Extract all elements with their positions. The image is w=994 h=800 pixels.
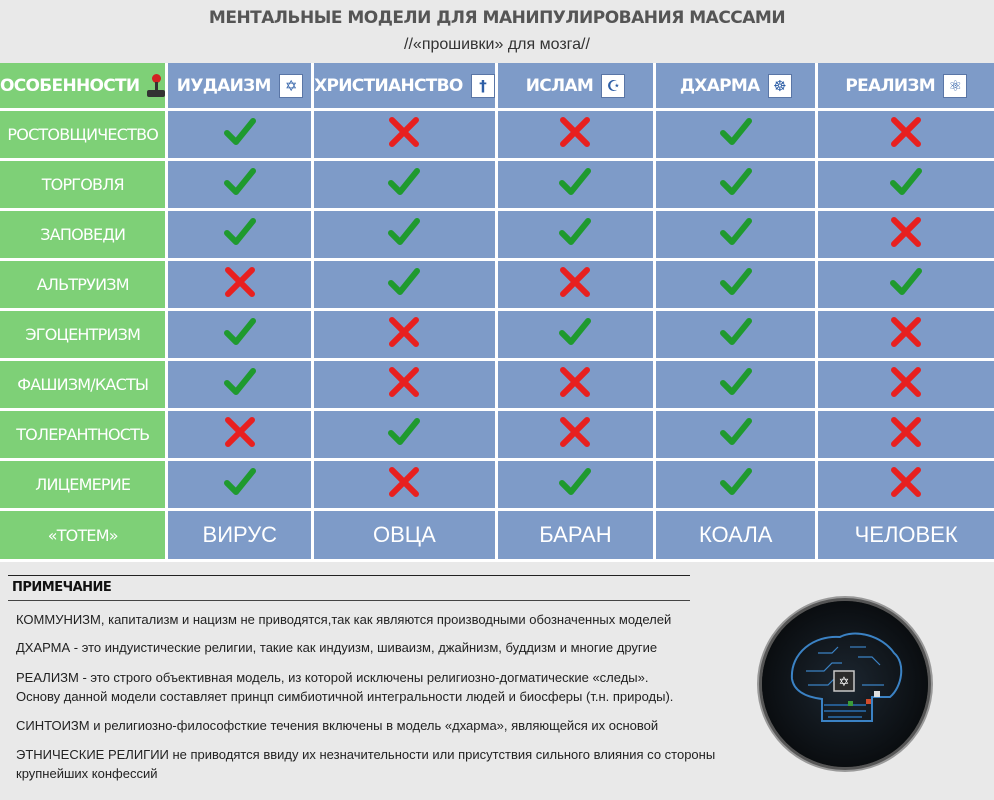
cell-judaism — [168, 261, 314, 311]
checkmark-icon — [223, 186, 257, 203]
totem-row — [0, 511, 994, 562]
feature-label: АЛЬТРУИЗМ — [0, 261, 168, 311]
feature-header-label: ОСОБЕННОСТИ — [0, 75, 140, 96]
checkmark-icon — [719, 486, 753, 503]
cross-mark-icon — [387, 336, 421, 353]
table-row — [0, 361, 994, 411]
cell-christianity — [314, 111, 498, 161]
column-label: ИСЛАМ — [525, 75, 594, 96]
checkmark-icon — [719, 186, 753, 203]
cross-mark-icon — [889, 136, 923, 153]
table-header-row — [0, 63, 994, 111]
cross-mark-icon — [889, 336, 923, 353]
cross-mark-icon — [889, 236, 923, 253]
page-subtitle: //«прошивки» для мозга// — [404, 36, 590, 53]
checkmark-icon — [223, 386, 257, 403]
totem-label: «ТОТЕМ» — [0, 511, 168, 562]
note-realism-2: Основу данной модели составляет принцп симбиотичной интегральности людей и биосферы (т.н. природы). — [16, 689, 674, 704]
column-header-islam — [498, 63, 656, 111]
note-ethnic-2: крупнейших конфессий — [16, 766, 158, 781]
cross-mark-icon — [558, 136, 592, 153]
cell-islam — [498, 311, 656, 361]
column-header-realism — [818, 63, 994, 111]
table-row — [0, 461, 994, 511]
note-shinto: СИНТОИЗМ и религиозно-философсткие течения включены в модель «дхарма», являющейся их основой — [16, 718, 659, 733]
column-label: ДХАРМА — [679, 75, 760, 96]
checkmark-icon — [223, 136, 257, 153]
cell-christianity — [314, 361, 498, 411]
cell-christianity — [314, 211, 498, 261]
atom-icon: ⚛ — [943, 74, 967, 98]
cross-mark-icon — [558, 436, 592, 453]
cell-christianity — [314, 411, 498, 461]
checkmark-icon — [558, 486, 592, 503]
notes-top-divider — [8, 575, 690, 576]
crescent-icon: ☪ — [601, 74, 625, 98]
cross-mark-icon — [558, 286, 592, 303]
totem-cell-dharma: КОАЛА — [656, 511, 818, 562]
cell-realism — [818, 411, 994, 461]
note-ethnic-1: ЭТНИЧЕСКИЕ РЕЛИГИИ не приводятся ввиду их незначительности или присутствия сильного влияния со стороны — [16, 747, 716, 762]
column-label: ХРИСТИАНСТВО — [314, 75, 463, 96]
cell-judaism — [168, 211, 314, 261]
feature-column-header — [0, 63, 168, 111]
checkmark-icon — [558, 236, 592, 253]
cell-islam — [498, 261, 656, 311]
feature-label: ТОРГОВЛЯ — [0, 161, 168, 211]
checkmark-icon — [719, 436, 753, 453]
table-row — [0, 311, 994, 361]
cell-christianity — [314, 261, 498, 311]
checkmark-icon — [889, 286, 923, 303]
cell-judaism — [168, 111, 314, 161]
cell-judaism — [168, 311, 314, 361]
cross-mark-icon — [889, 436, 923, 453]
comparison-table — [0, 63, 994, 562]
totem-cell-islam: БАРАН — [498, 511, 656, 562]
note-communism: КОММУНИЗМ, капитализм и нацизм не приводятся,так как являются производными обозначенных моделей — [16, 612, 672, 627]
cell-islam — [498, 111, 656, 161]
table-row — [0, 211, 994, 261]
column-header-judaism — [168, 63, 314, 111]
joystick-icon — [147, 74, 165, 98]
svg-text:✡: ✡ — [838, 675, 850, 690]
cell-dharma — [656, 311, 818, 361]
cell-christianity — [314, 161, 498, 211]
page-title: МЕНТАЛЬНЫЕ МОДЕЛИ ДЛЯ МАНИПУЛИРОВАНИЯ МАССАМИ — [208, 8, 786, 28]
cell-realism — [818, 261, 994, 311]
checkmark-icon — [387, 186, 421, 203]
cell-christianity — [314, 311, 498, 361]
cell-dharma — [656, 361, 818, 411]
cell-realism — [818, 461, 994, 511]
checkmark-icon — [719, 236, 753, 253]
cell-realism — [818, 311, 994, 361]
checkmark-icon — [719, 386, 753, 403]
cross-icon: † — [471, 74, 495, 98]
checkmark-icon — [223, 486, 257, 503]
cross-mark-icon — [223, 286, 257, 303]
cross-mark-icon — [387, 136, 421, 153]
feature-label: ЭГОЦЕНТРИЗМ — [0, 311, 168, 361]
column-header-christianity — [314, 63, 498, 111]
cross-mark-icon — [889, 386, 923, 403]
cell-realism — [818, 361, 994, 411]
notes-title: ПРИМЕЧАНИЕ — [12, 580, 112, 595]
star-of-david-icon: ✡ — [279, 74, 303, 98]
cross-mark-icon — [889, 486, 923, 503]
checkmark-icon — [889, 186, 923, 203]
cell-islam — [498, 161, 656, 211]
cell-dharma — [656, 461, 818, 511]
column-label: РЕАЛИЗМ — [845, 75, 935, 96]
checkmark-icon — [387, 286, 421, 303]
cell-islam — [498, 461, 656, 511]
checkmark-icon — [558, 336, 592, 353]
checkmark-icon — [223, 336, 257, 353]
cell-judaism — [168, 161, 314, 211]
cross-mark-icon — [387, 486, 421, 503]
cell-judaism — [168, 361, 314, 411]
column-header-dharma — [656, 63, 818, 111]
checkmark-icon — [387, 436, 421, 453]
feature-label: РОСТОВЩИЧЕСТВО — [0, 111, 168, 161]
table-body — [0, 111, 994, 511]
brain-circuit-icon — [759, 598, 931, 770]
table-row — [0, 411, 994, 461]
notes-title-divider — [8, 600, 690, 601]
cell-islam — [498, 211, 656, 261]
note-realism-1: РЕАЛИЗМ - это строго объективная модель, из которой исключены религиозно-догматические «следы». — [16, 670, 649, 685]
feature-label: ТОЛЕРАНТНОСТЬ — [0, 411, 168, 461]
cell-judaism — [168, 461, 314, 511]
checkmark-icon — [719, 286, 753, 303]
table-row — [0, 161, 994, 211]
cell-realism — [818, 211, 994, 261]
dharma-wheel-icon: ☸ — [768, 74, 792, 98]
column-label: ИУДАИЗМ — [176, 75, 271, 96]
cell-judaism — [168, 411, 314, 461]
feature-label: ФАШИЗМ/КАСТЫ — [0, 361, 168, 411]
feature-label: ЗАПОВЕДИ — [0, 211, 168, 261]
table-row — [0, 111, 994, 161]
cross-mark-icon — [223, 436, 257, 453]
totem-cell-christianity: ОВЦА — [314, 511, 498, 562]
cell-dharma — [656, 161, 818, 211]
cell-islam — [498, 411, 656, 461]
cell-dharma — [656, 411, 818, 461]
cell-dharma — [656, 211, 818, 261]
cell-realism — [818, 111, 994, 161]
cell-dharma — [656, 111, 818, 161]
feature-label: ЛИЦЕМЕРИЕ — [0, 461, 168, 511]
cross-mark-icon — [387, 386, 421, 403]
table-row — [0, 261, 994, 311]
note-dharma: ДХАРМА - это индуистические религии, такие как индуизм, шиваизм, джайнизм, буддизм и многие другие — [16, 640, 658, 655]
checkmark-icon — [719, 136, 753, 153]
checkmark-icon — [387, 236, 421, 253]
totem-cell-realism: ЧЕЛОВЕК — [818, 511, 994, 562]
cell-christianity — [314, 461, 498, 511]
cross-mark-icon — [558, 386, 592, 403]
checkmark-icon — [719, 336, 753, 353]
checkmark-icon — [223, 236, 257, 253]
cell-dharma — [656, 261, 818, 311]
checkmark-icon — [558, 186, 592, 203]
cell-realism — [818, 161, 994, 211]
totem-cell-judaism: ВИРУС — [168, 511, 314, 562]
cell-islam — [498, 361, 656, 411]
